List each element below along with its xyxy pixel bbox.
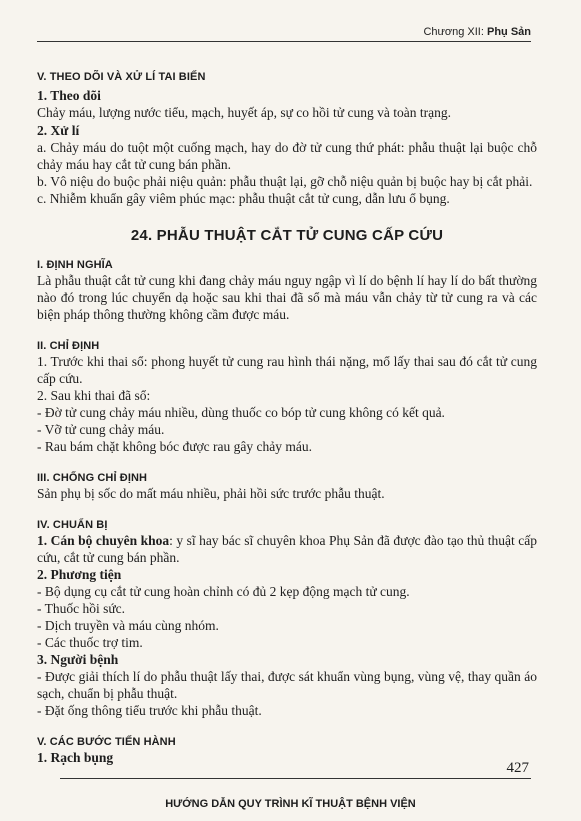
paragraph: Là phẫu thuật cắt tử cung khi đang chảy máu nguy ngập vì lí do bệnh lí hay lí do bất thường nào đó trong lúc chuyển dạ hoặc sau khi thai đã sổ mà máu vẫn chảy từ tử cung ra và các biện pháp thông thường không cầm được máu.	[37, 273, 537, 322]
inline-text: : y sĩ hay bác sĩ chuyên khoa Phụ Sản đã được đào tạo thủ thuật cấp cứu, cắt tử cung bán phần.	[37, 533, 537, 565]
section-preparation	[37, 518, 537, 719]
section-heading: II. CHỈ ĐỊNH	[37, 340, 100, 352]
footer-rule	[60, 778, 531, 779]
paragraph: Chảy máu, lượng nước tiểu, mạch, huyết áp, sự co hồi tử cung và toàn trạng.	[37, 105, 451, 120]
section-heading: V. THEO DÕI VÀ XỬ LÍ TAI BIẾN	[37, 71, 206, 83]
list-item: - Các thuốc trợ tim.	[37, 635, 143, 650]
subheading: 1. Theo dõi	[37, 88, 101, 103]
subheading: 2. Phương tiện	[37, 567, 122, 582]
page-number: 427	[506, 760, 529, 776]
section-heading: I. ĐỊNH NGHĨA	[37, 259, 113, 271]
subheading: 1. Rạch bụng	[37, 750, 114, 765]
list-item: - Đờ tử cung chảy máu nhiều, dùng thuốc co bóp tử cung không có kết quả.	[37, 405, 445, 420]
page-title: 24. PHẪU THUẬT CẮT TỬ CUNG CẤP CỨU	[130, 227, 444, 244]
running-footer: HƯỚNG DẪN QUY TRÌNH KĨ THUẬT BỆNH VIỆN	[165, 798, 416, 810]
list-item: - Thuốc hồi sức.	[37, 601, 126, 616]
page-content	[37, 68, 537, 766]
header-chapter: Chương XII:	[423, 26, 484, 38]
list-item: b. Vô niệu do buộc phải niệu quản: phẫu thuật lại, gỡ chỗ niệu quản bị buộc hay bị cắt phải.	[37, 174, 533, 189]
header-rule	[37, 41, 531, 42]
inline-label: 1. Cán bộ chuyên khoa	[37, 533, 170, 548]
list-item: - Được giải thích lí do phẫu thuật lấy thai, được sát khuẩn vùng bụng, vùng vệ, thay quần áo sạch, chuẩn bị phẫu thuật.	[37, 669, 537, 701]
section-definition	[37, 258, 537, 323]
list-item: 1. Trước khi thai sổ: phong huyết tử cung rau hình thái nặng, mổ lấy thai sau đó cắt tử cung cấp cứu.	[37, 354, 537, 386]
paragraph	[37, 532, 537, 566]
section-heading: III. CHỐNG CHỈ ĐỊNH	[37, 472, 148, 484]
list-item: 2. Sau khi thai đã sổ:	[37, 388, 151, 403]
subheading: 3. Người bệnh	[37, 652, 119, 667]
subheading: 2. Xử lí	[37, 123, 80, 138]
section-monitoring	[37, 70, 537, 207]
list-item: - Đặt ống thông tiểu trước khi phẫu thuật.	[37, 703, 262, 718]
list-item: a. Chảy máu do tuột một cuống mạch, hay do đờ tử cung thứ phát: phẫu thuật lại buộc chỗ chảy máu hay cắt tử cung bán phần.	[37, 140, 537, 172]
list-item: - Dịch truyền và máu cùng nhóm.	[37, 618, 219, 633]
list-item: - Bộ dụng cụ cắt tử cung hoàn chỉnh có đủ 2 kẹp động mạch tử cung.	[37, 584, 410, 599]
section-heading: V. CÁC BƯỚC TIẾN HÀNH	[37, 736, 176, 748]
list-item: - Vỡ tử cung chảy máu.	[37, 422, 165, 437]
header-section: Phụ Sản	[486, 26, 531, 38]
section-indications	[37, 339, 537, 455]
section-contraindications	[37, 471, 537, 502]
paragraph: Sản phụ bị sốc do mất máu nhiều, phải hồi sức trước phẫu thuật.	[37, 486, 385, 501]
list-item: c. Nhiễm khuẩn gây viêm phúc mạc: phẫu thuật cắt tử cung, dẫn lưu ổ bụng.	[37, 191, 450, 206]
list-item: - Rau bám chặt không bóc được rau gây chảy máu.	[37, 439, 312, 454]
section-procedure	[37, 735, 537, 766]
section-heading: IV. CHUẨN BỊ	[37, 519, 108, 531]
running-header	[423, 26, 531, 38]
